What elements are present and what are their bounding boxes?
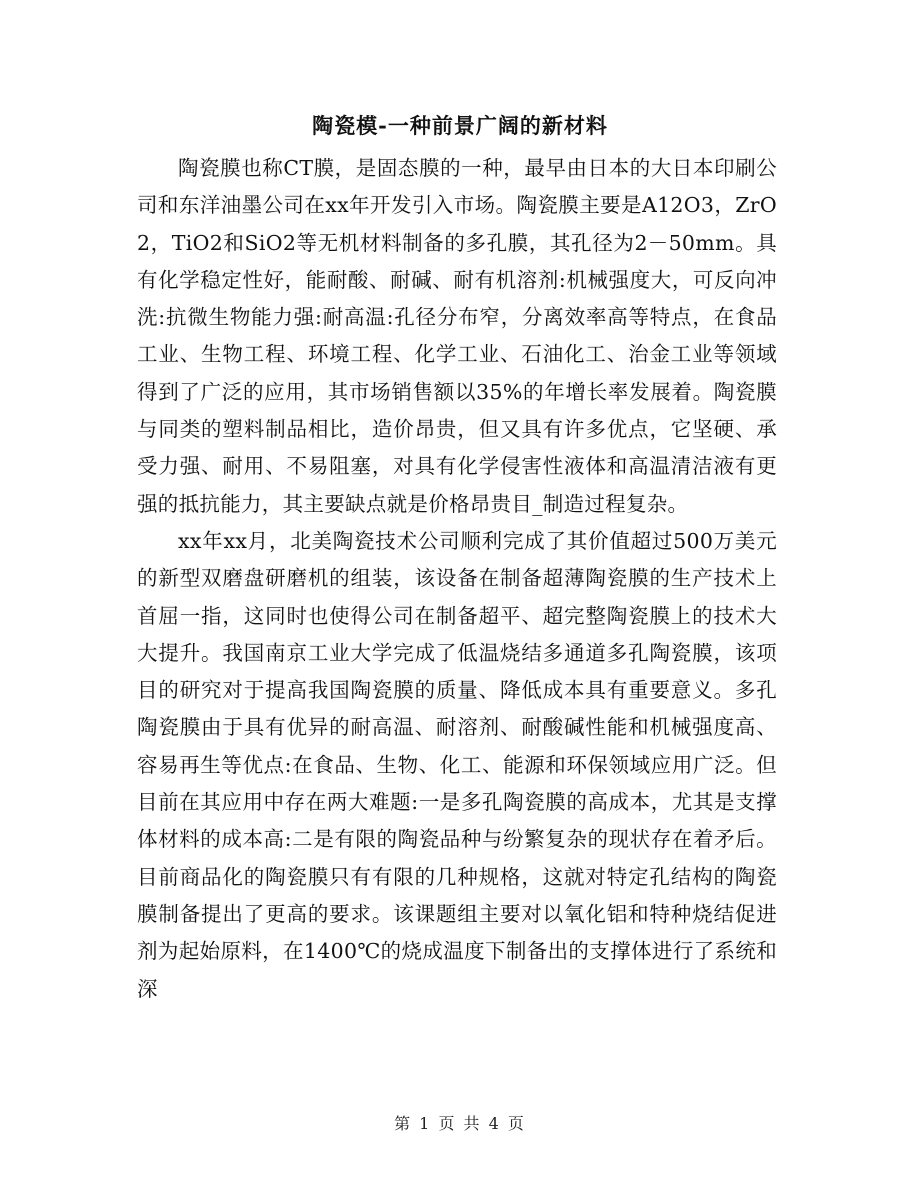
document-title: 陶瓷模-一种前景广阔的新材料 <box>312 113 608 138</box>
paragraph-2: xx年xx月，北美陶瓷技术公司顺利完成了其价值超过500万美元的新型双磨盘研磨机的组装，该设备在制备超薄陶瓷膜的生产技术上首屈一指，这同时也使得公司在制备超平、超完整陶瓷膜上的技术大大提升。我国南京工业大学完成了低温烧结多通道多孔陶瓷膜，该项目的研究对于提高我国陶瓷膜的质量、降低成本具有重要意义。多孔陶瓷膜由于具有优异的耐高温、耐溶剂、耐酸碱性能和机械强度高、容易再生等优点:在食品、生物、化工、能源和环保领域应用广泛。但目前在其应用中存在两大难题:一是多孔陶瓷膜的高成本，尤其是支撑体材料的成本高:二是有限的陶瓷品种与纷繁复杂的现状存在着矛后。目前商品化的陶瓷膜只有有限的几种规格，这就对特定孔结构的陶瓷膜制备提出了更高的要求。该课题组主要对以氧化铝和特种烧结促进剂为起始原料，在1400℃的烧成温度下制备出的支撑体进行了系统和深 <box>137 528 777 1001</box>
page-number-footer: 第 1 页 共 4 页 <box>394 1114 526 1133</box>
paragraph-1: 陶瓷膜也称CT膜，是固态膜的一种，最早由日本的大日本印刷公司和东洋油墨公司在xx年开发引入市场。陶瓷膜主要是A12O3，ZrO2，TiO2和SiO2等无机材料制备的多孔膜，其孔径为2－50mm。具有化学稳定性好，能耐酸、耐碱、耐有机溶剂:机械强度大，可反向冲洗:抗微生物能力强:耐高温:孔径分布窄，分离效率高等特点，在食品工业、生物工程、环境工程、化学工业、石油化工、治金工业等领域得到了广泛的应用，其市场销售额以35%的年增长率发展着。陶瓷膜与同类的塑料制品相比，造价昂贵，但又具有许多优点，它坚硬、承受力强、耐用、不易阻塞，对具有化学侵害性液体和高温清洁液有更强的抵抗能力，其主要缺点就是价格昂贵目_制造过程复杂。 <box>137 156 777 516</box>
document-body <box>137 150 777 1008</box>
